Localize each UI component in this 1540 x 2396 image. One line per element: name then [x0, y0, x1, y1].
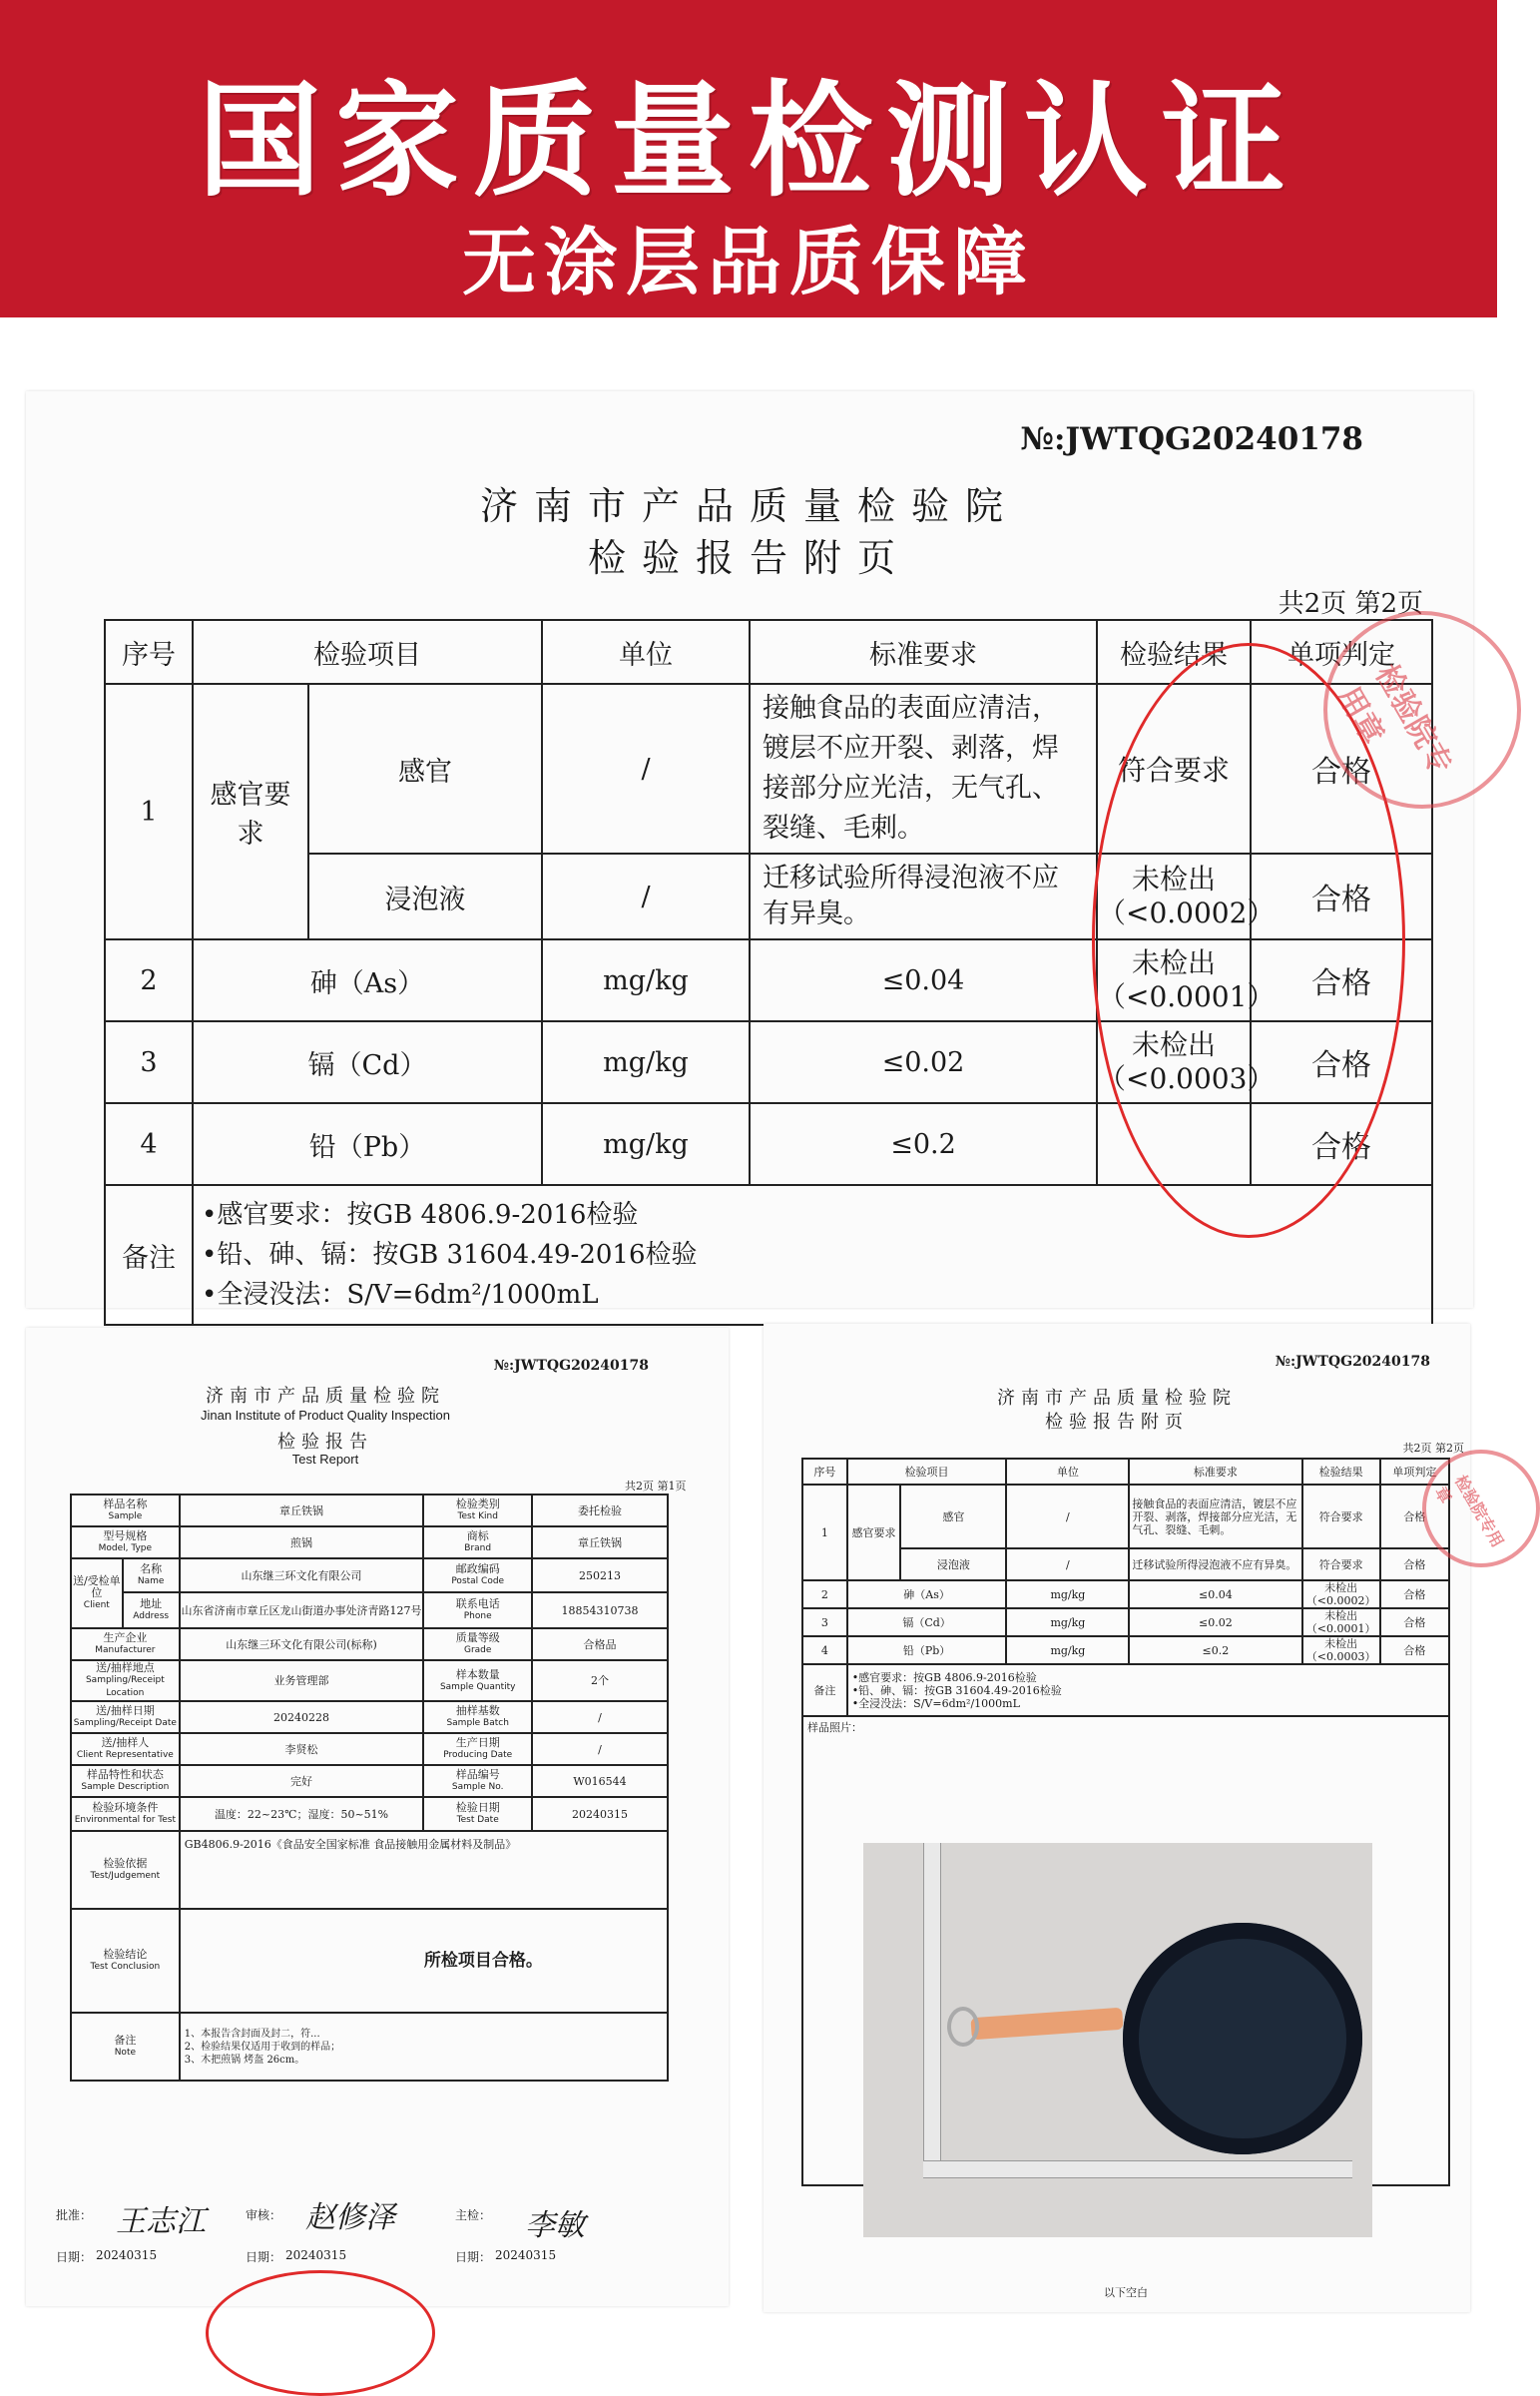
- group-label: 感官要求: [847, 1485, 901, 1580]
- stamp-text: 检验院专用章: [1430, 1472, 1508, 1551]
- field-label: 样品特性和状态: [86, 1768, 164, 1781]
- row-result: 未检出（<0.0001）: [1302, 1608, 1380, 1636]
- remark-line: •感官要求：按GB 4806.9-2016检验: [202, 1200, 639, 1230]
- row-item: 浸泡液: [900, 1548, 1006, 1580]
- field-label-en: Sample Batch: [446, 1718, 509, 1728]
- row-standard: 迁移试验所得浸泡液不应有异臭。: [1129, 1548, 1301, 1580]
- field-label-en: Grade: [463, 1645, 492, 1655]
- stamp-text: 检验院专用章: [1329, 659, 1459, 781]
- row-unit: /: [542, 854, 750, 939]
- conclusion-value: 所检项目合格。: [180, 1909, 668, 2013]
- field-label: 送/抽样日期: [96, 1704, 155, 1717]
- field-label-en: Test Conclusion: [90, 1962, 161, 1972]
- field-label-en: Test Kind: [457, 1511, 498, 1521]
- row-standard: 接触食品的表面应清洁，镀层不应开裂、剥落，焊接部分应光洁，无气孔、裂缝、毛刺。: [1129, 1485, 1301, 1548]
- row-no: 2: [802, 1580, 847, 1608]
- field-label: 检验结论: [103, 1948, 148, 1961]
- row-judge: 合格: [1251, 684, 1432, 854]
- sample-photo: [863, 1843, 1372, 2237]
- row-result: 未检出（<0.0002）: [1302, 1580, 1380, 1608]
- row-result: 未检出（<0.0003）: [1097, 1021, 1251, 1103]
- field-label-en: Environmental for Test: [74, 1815, 177, 1825]
- note-line: 1、本报告含封面及封二，符...: [184, 2028, 320, 2040]
- test-report-cover: [26, 1328, 729, 2306]
- field-label: 名称: [140, 1562, 163, 1575]
- field-label: 送/受检单位: [72, 1574, 121, 1599]
- row-judge: 合格: [1380, 1636, 1449, 1664]
- row-standard: 接触食品的表面应清洁，镀层不应开裂、剥落，焊接部分应光洁，无气孔、裂缝、毛刺。: [750, 684, 1097, 854]
- col-header: 序号: [105, 620, 193, 684]
- field-value: 20240315: [532, 1797, 668, 1831]
- field-label: 检验依据: [103, 1857, 148, 1870]
- field-label-en: Name: [137, 1576, 165, 1586]
- signature-review: 赵修泽: [305, 2200, 395, 2235]
- field-label: 送/抽样人: [101, 1736, 150, 1749]
- banner-subtitle: 无涂层品质保障: [462, 220, 1035, 305]
- field-label: 抽样基数: [455, 1704, 500, 1717]
- row-judge: 合格: [1380, 1485, 1449, 1548]
- row-unit: mg/kg: [1006, 1580, 1129, 1608]
- row-unit: mg/kg: [542, 1021, 750, 1103]
- field-label-en: Producing Date: [443, 1750, 513, 1760]
- note-line: 3、木把煎锅 烤盔 26cm。: [184, 2054, 305, 2066]
- sig-label: 批准：: [56, 2208, 93, 2222]
- row-standard: ≤0.2: [750, 1103, 1097, 1185]
- row-standard: ≤0.02: [750, 1021, 1097, 1103]
- row-unit: mg/kg: [542, 939, 750, 1021]
- field-value: 20240228: [180, 1701, 424, 1733]
- field-label-en: Note: [114, 2048, 137, 2058]
- field-label-en: Manufacturer: [95, 1645, 156, 1655]
- field-label-en: Model, Type: [98, 1543, 153, 1553]
- sig-date: 20240315: [495, 2248, 557, 2262]
- field-label: 联系电话: [455, 1597, 500, 1610]
- col-header: 序号: [802, 1459, 847, 1485]
- field-value: /: [532, 1733, 668, 1765]
- col-header: 检验项目: [193, 620, 542, 684]
- row-no: 4: [105, 1103, 193, 1185]
- remark-line: •全浸没法：S/V=6dm²/1000mL: [851, 1696, 1020, 1710]
- row-judge: 合格: [1380, 1548, 1449, 1580]
- field-label-en: Client Representative: [76, 1750, 174, 1760]
- field-label: 商标: [466, 1529, 489, 1542]
- field-value: 章丘铁锅: [180, 1495, 424, 1526]
- field-label: 邮政编码: [455, 1562, 500, 1575]
- institute-name-en: Jinan Institute of Product Quality Inspection: [200, 1408, 451, 1423]
- row-no: 1: [105, 684, 193, 939]
- row-unit: /: [542, 684, 750, 854]
- photo-label: 样品照片：: [807, 1721, 862, 1734]
- row-item: 铅（Pb）: [193, 1103, 542, 1185]
- report-number: №:JWTQG20240178: [1275, 1354, 1430, 1370]
- remark-line: •铅、砷、镉：按GB 31604.49-2016检验: [202, 1240, 698, 1270]
- institute-name: 济南市产品质量检验院: [206, 1386, 445, 1407]
- remark-label: 备注: [105, 1185, 193, 1325]
- col-header: 标准要求: [750, 620, 1097, 684]
- field-value: 山东继三环文化有限公司: [180, 1558, 424, 1592]
- row-unit: /: [1006, 1548, 1129, 1580]
- col-header: 单项判定: [1380, 1459, 1449, 1485]
- col-header: 检验结果: [1097, 620, 1251, 684]
- signature-area: [56, 2196, 695, 2296]
- field-label: 型号规格: [103, 1529, 148, 1542]
- row-no: 1: [802, 1485, 847, 1580]
- field-value: 250213: [532, 1558, 668, 1592]
- field-value: 煎锅: [180, 1526, 424, 1558]
- field-value: W016544: [532, 1765, 668, 1797]
- remark-line: •铅、砷、镉：按GB 31604.49-2016检验: [851, 1683, 1062, 1697]
- field-label-en: Sample Quantity: [439, 1681, 516, 1692]
- header-banner: [0, 0, 1497, 317]
- row-standard: ≤0.2: [1129, 1636, 1301, 1664]
- field-label-en: Client: [83, 1600, 110, 1610]
- sig-label: 主检：: [455, 2208, 492, 2222]
- page-info: 共2页 第2页: [1278, 589, 1423, 619]
- inspection-stamp: [1323, 611, 1521, 809]
- institute-name: 济南市产品质量检验院: [479, 484, 1019, 528]
- row-unit: mg/kg: [1006, 1636, 1129, 1664]
- row-unit: /: [1006, 1485, 1129, 1548]
- handle-ring: [947, 2007, 979, 2047]
- field-label: 送/抽样地点: [96, 1661, 155, 1674]
- field-value: 合格品: [532, 1628, 668, 1660]
- inspection-stamp: [1422, 1450, 1540, 1567]
- row-item: 镉（Cd）: [193, 1021, 542, 1103]
- col-header: 单位: [542, 620, 750, 684]
- field-label-en: Sampling/Receipt Date: [73, 1718, 177, 1728]
- sig-date-label: 日期：: [246, 2250, 282, 2264]
- remark-line: •全浸没法：S/V=6dm²/1000mL: [202, 1280, 599, 1310]
- col-header: 单项判定: [1251, 620, 1432, 684]
- row-result: 未检出（<0.0001）: [1097, 939, 1251, 1021]
- field-label: 生产日期: [455, 1736, 500, 1749]
- field-label-en: Postal Code: [451, 1576, 505, 1586]
- row-unit: mg/kg: [1006, 1608, 1129, 1636]
- field-label: 检验环境条件: [92, 1801, 159, 1814]
- field-label-en: Brand: [464, 1543, 492, 1553]
- field-label-en: Sample: [108, 1511, 143, 1521]
- field-value: 委托检验: [532, 1495, 668, 1526]
- row-judge: 合格: [1380, 1608, 1449, 1636]
- row-judge: 合格: [1251, 1021, 1432, 1103]
- row-judge: 合格: [1380, 1580, 1449, 1608]
- field-label-en: Phone: [463, 1611, 492, 1621]
- ruler-vertical: [923, 1843, 941, 2172]
- row-unit: mg/kg: [542, 1103, 750, 1185]
- col-header: 检验结果: [1302, 1459, 1380, 1485]
- ruler-horizontal: [923, 2160, 1352, 2178]
- field-value: 业务管理部: [180, 1660, 424, 1701]
- remark-line: •感官要求：按GB 4806.9-2016检验: [851, 1670, 1037, 1684]
- field-label-en: Test Date: [456, 1815, 499, 1825]
- page-title: 检验报告附页: [587, 536, 911, 580]
- row-item: 砷（As）: [847, 1580, 1007, 1608]
- sig-date: 20240315: [96, 2248, 158, 2262]
- row-result: 未检出（<0.0003）: [1302, 1636, 1380, 1664]
- field-value: 章丘铁锅: [532, 1526, 668, 1558]
- report-info-table: [70, 1494, 669, 2082]
- frying-pan: [1123, 1923, 1362, 2154]
- row-result: 符合要求: [1302, 1548, 1380, 1580]
- col-header: 检验项目: [847, 1459, 1007, 1485]
- sig-label: 审核：: [246, 2208, 282, 2222]
- row-judge: 合格: [1251, 854, 1432, 939]
- institute-name: 济南市产品质量检验院: [997, 1388, 1237, 1409]
- field-value: 山东省济南市章丘区龙山街道办事处济青路127号: [180, 1592, 424, 1628]
- row-item: 感官: [308, 684, 542, 854]
- row-standard: ≤0.04: [750, 939, 1097, 1021]
- sig-date-label: 日期：: [455, 2250, 492, 2264]
- report-number: №:JWTQG20240178: [1020, 421, 1363, 457]
- row-standard: ≤0.02: [1129, 1608, 1301, 1636]
- field-label: 样品编号: [455, 1768, 500, 1781]
- signature-main: 李敏: [525, 2208, 585, 2243]
- field-label: 检验日期: [455, 1801, 500, 1814]
- row-item: 浸泡液: [308, 854, 542, 939]
- field-value: 2个: [532, 1660, 668, 1701]
- row-standard: ≤0.04: [1129, 1580, 1301, 1608]
- row-no: 4: [802, 1636, 847, 1664]
- row-item: 镉（Cd）: [847, 1608, 1007, 1636]
- row-no: 3: [105, 1021, 193, 1103]
- signature-approve: 王志江: [116, 2204, 206, 2239]
- field-label-en: Sample Description: [81, 1782, 170, 1792]
- report-appendix-small: [764, 1324, 1508, 2312]
- report-title-en: Test Report: [291, 1452, 359, 1467]
- col-header: 单位: [1006, 1459, 1129, 1485]
- report-appendix-large: [26, 391, 1473, 1308]
- report-title: 检验报告: [277, 1432, 373, 1453]
- field-value: /: [532, 1701, 668, 1733]
- row-result: 符合要求: [1097, 684, 1251, 854]
- field-value: 李贤松: [180, 1733, 424, 1765]
- field-value: GB4806.9-2016《食品安全国家标准 食品接触用金属材料及制品》: [180, 1831, 668, 1909]
- page-info: 共2页 第2页: [1402, 1442, 1464, 1455]
- field-label-en: Sample No.: [451, 1782, 504, 1792]
- col-header: 标准要求: [1129, 1459, 1301, 1485]
- report-number: №:JWTQG20240178: [493, 1358, 649, 1374]
- pan-handle: [970, 2008, 1123, 2041]
- field-label: 样本数量: [455, 1667, 500, 1681]
- row-item: 铅（Pb）: [847, 1636, 1007, 1664]
- row-result: 未检出（<0.0002）: [1097, 854, 1251, 939]
- field-label-en: Test/Judgement: [90, 1871, 161, 1881]
- row-judge: 合格: [1251, 1103, 1432, 1185]
- field-label: 备注: [114, 2034, 137, 2047]
- row-no: 3: [802, 1608, 847, 1636]
- group-label: 感官要求: [193, 684, 308, 939]
- sig-date-label: 日期：: [56, 2250, 93, 2264]
- field-label: 地址: [140, 1597, 163, 1610]
- field-value: 完好: [180, 1765, 424, 1797]
- field-label: 质量等级: [455, 1631, 500, 1644]
- field-label: 检验类别: [455, 1498, 500, 1510]
- page-title: 检验报告附页: [1045, 1412, 1189, 1433]
- sig-date: 20240315: [285, 2248, 347, 2262]
- row-item: 砷（As）: [193, 939, 542, 1021]
- field-value: 18854310738: [532, 1592, 668, 1628]
- remark-label: 备注: [802, 1664, 847, 1716]
- row-no: 2: [105, 939, 193, 1021]
- field-label: 样品名称: [103, 1498, 148, 1510]
- field-value: 温度：22~23℃；湿度：50~51%: [180, 1797, 424, 1831]
- note-line: 2、检验结果仅适用于收到的样品；: [184, 2041, 341, 2053]
- field-label-en: Address: [133, 1611, 170, 1621]
- row-judge: 合格: [1251, 939, 1432, 1021]
- field-value: 山东继三环文化有限公司(标称): [180, 1628, 424, 1660]
- banner-title: 国家质量检测认证: [197, 70, 1299, 214]
- row-item: 感官: [900, 1485, 1006, 1548]
- field-label: 生产企业: [103, 1631, 148, 1644]
- row-standard: 迁移试验所得浸泡液不应有异臭。: [750, 854, 1097, 939]
- row-result: 符合要求: [1302, 1485, 1380, 1548]
- field-label-en: Sampling/Receipt Location: [85, 1675, 165, 1698]
- page-footer: 以下空白: [1104, 2286, 1148, 2299]
- page-info: 共2页 第1页: [625, 1480, 687, 1493]
